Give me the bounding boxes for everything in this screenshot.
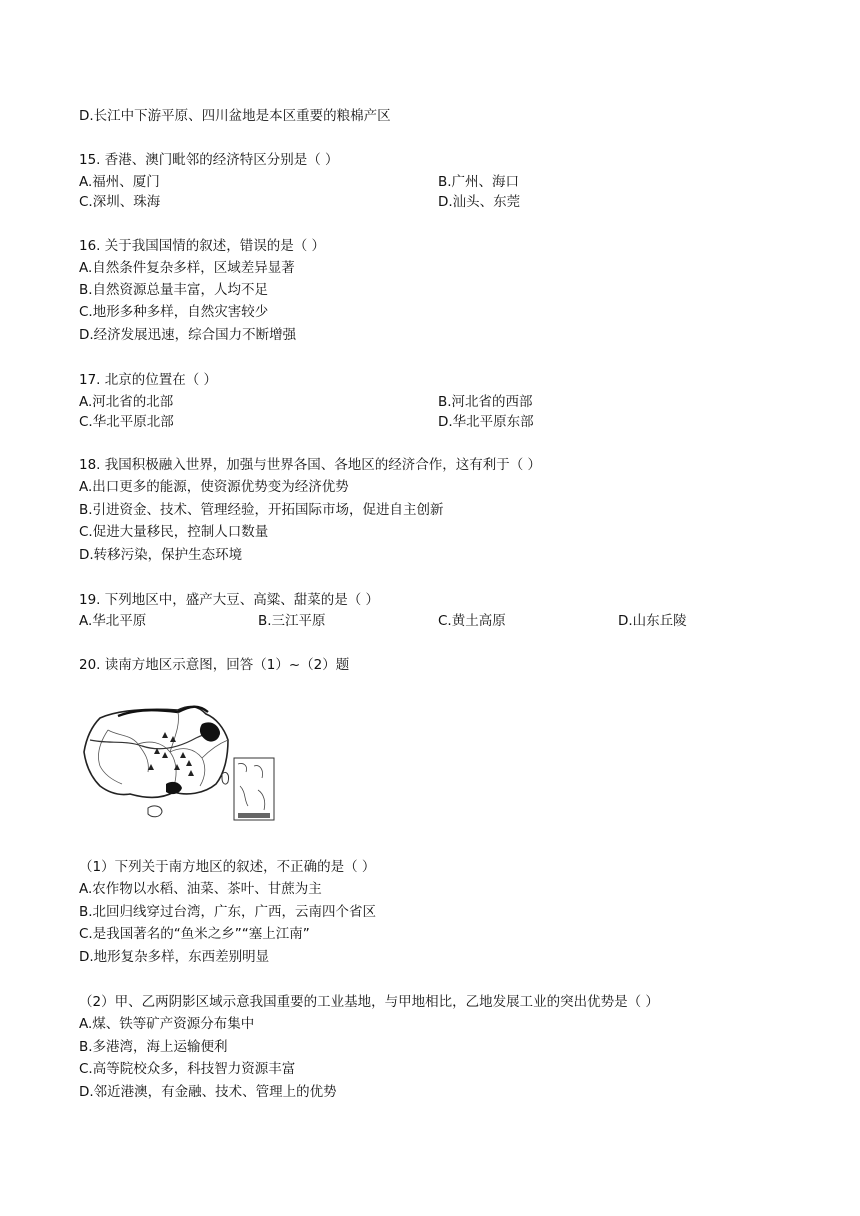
question-16-option-d: D.经济发展迅速，综合国力不断增强 (79, 327, 297, 343)
question-16-stem: 16. 关于我国国情的叙述，错误的是（ ） (79, 238, 326, 254)
question-20-1-option-b: B.北回归线穿过台湾，广东，广西，云南四个省区 (79, 904, 377, 920)
question-15-option-c: C.深圳、珠海 (79, 194, 161, 210)
map-hainan-island (148, 806, 162, 817)
question-15-option-a: A.福州、厦门 (79, 174, 160, 190)
question-19-option-c: C.黄土高原 (438, 613, 506, 629)
question-20-2-option-a: A.煤、铁等矿产资源分布集中 (79, 1016, 255, 1032)
question-17-option-b: B.河北省的西部 (438, 394, 533, 410)
question-18-option-c: C.促进大量移民，控制人口数量 (79, 524, 269, 540)
question-15-stem: 15. 香港、澳门毗邻的经济特区分别是（ ） (79, 152, 339, 168)
question-19-stem: 19. 下列地区中，盛产大豆、高粱、甜菜的是（ ） (79, 592, 380, 608)
question-18-option-d: D.转移污染，保护生态环境 (79, 547, 243, 563)
map-inset-coastline (238, 763, 265, 810)
question-20-1-option-c: C.是我国著名的“鱼米之乡”“塞上江南” (79, 926, 310, 942)
question-19-option-d: D.山东丘陵 (618, 613, 687, 629)
map-north-boundary (118, 707, 208, 716)
question-20-2-stem: （2）甲、乙两阴影区域示意我国重要的工业基地，与甲地相比，乙地发展工业的突出优势是（ ） (79, 994, 659, 1010)
question-19-option-a: A.华北平原 (79, 613, 147, 629)
question-16-option-b: B.自然资源总量丰富，人均不足 (79, 282, 269, 298)
question-17-stem: 17. 北京的位置在（ ） (79, 372, 218, 388)
question-20-stem: 20. 读南方地区示意图，回答（1）~（2）题 (79, 657, 350, 673)
map-river (90, 733, 220, 749)
question-20-1-option-d: D.地形复杂多样，东西差别明显 (79, 949, 270, 965)
question-16-option-c: C.地形多种多样，自然灾害较少 (79, 304, 269, 320)
south-region-map (78, 700, 280, 826)
question-15-option-d: D.汕头、东莞 (438, 194, 521, 210)
question-15-option-b: B.广州、海口 (438, 174, 520, 190)
question-17-option-c: C.华北平原北部 (79, 414, 174, 430)
question-18-option-b: B.引进资金、技术、管理经验，开拓国际市场，促进自主创新 (79, 502, 444, 518)
question-20-1-option-a: A.农作物以水稻、油菜、茶叶、甘蔗为主 (79, 881, 322, 897)
question-18-option-a: A.出口更多的能源，使资源优势变为经济优势 (79, 479, 349, 495)
question-16-option-a: A.自然条件复杂多样，区域差异显著 (79, 260, 295, 276)
question-20-2-option-c: C.高等院校众多，科技智力资源丰富 (79, 1061, 296, 1077)
question-20-2-option-b: B.多港湾，海上运输便利 (79, 1039, 228, 1055)
map-inset-frame (234, 758, 274, 820)
question-17-option-a: A.河北省的北部 (79, 394, 174, 410)
question-20-1-stem: （1）下列关于南方地区的叙述，不正确的是（ ） (79, 859, 376, 875)
option-d-previous: D.长江中下游平原、四川盆地是本区重要的粮棉产区 (79, 108, 391, 124)
question-17-option-d: D.华北平原东部 (438, 414, 534, 430)
question-20-2-option-d: D.邻近港澳，有金融、技术、管理上的优势 (79, 1084, 337, 1100)
question-19-option-b: B.三江平原 (258, 613, 326, 629)
map-inset-label (238, 813, 270, 818)
map-taiwan-island (222, 772, 229, 784)
map-shaded-area-jia (200, 722, 220, 741)
question-18-stem: 18. 我国积极融入世界，加强与世界各国、各地区的经济合作，这有利于（ ） (79, 457, 542, 473)
map-shaded-area-yi (166, 782, 182, 794)
